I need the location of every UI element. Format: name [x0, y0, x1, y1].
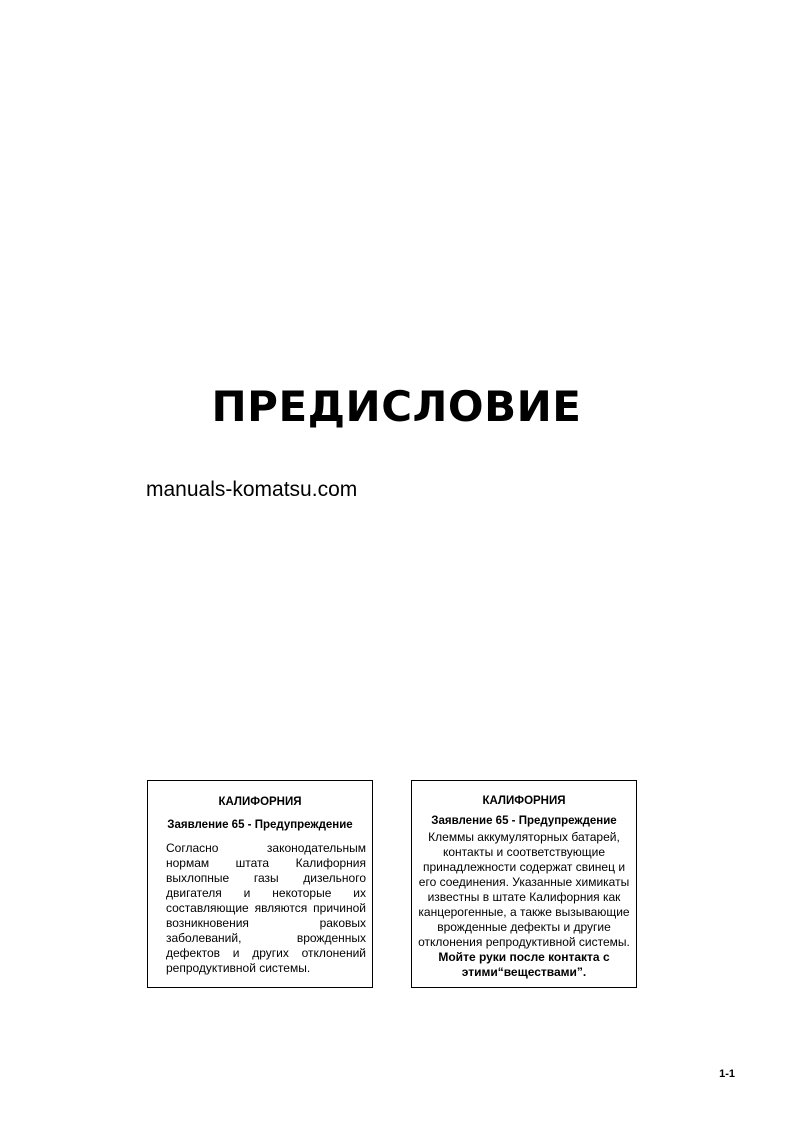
california-notice-battery	[411, 780, 637, 988]
website-text: manuals-komatsu.com	[146, 478, 358, 501]
notice-heading: КАЛИФОРНИЯ	[218, 796, 302, 808]
california-notice-exhaust	[147, 780, 373, 988]
page-number: 1-1	[719, 1068, 735, 1080]
page-title: ПРЕДИСЛОВИЕ	[211, 382, 582, 431]
notice-subheading: Заявление 65 - Предупреждение	[431, 815, 617, 827]
notice-body: Клеммы аккумуляторных батарей, контакты и соответствующие принадлежности содержат свинец и его соединения. Указанные химикаты известны в штате Калифорния как канцерогенные, а также вызывающие врожденные дефекты и другие отклонения репродуктивной системы.	[418, 830, 630, 949]
notice-heading: КАЛИФОРНИЯ	[482, 795, 566, 807]
notice-body: Согласно законодательным нормам штата Калифорния выхлопные газы дизельного двигателя и некоторые их составляющие являются причиной возникновения раковых заболеваний, врожденных дефектов и других отклонений репродуктивной системы.	[166, 841, 366, 975]
notice-subheading: Заявление 65 - Предупреждение	[167, 819, 353, 831]
notice-warning: Мойте руки после контакта с этими“веществами”.	[438, 950, 610, 979]
